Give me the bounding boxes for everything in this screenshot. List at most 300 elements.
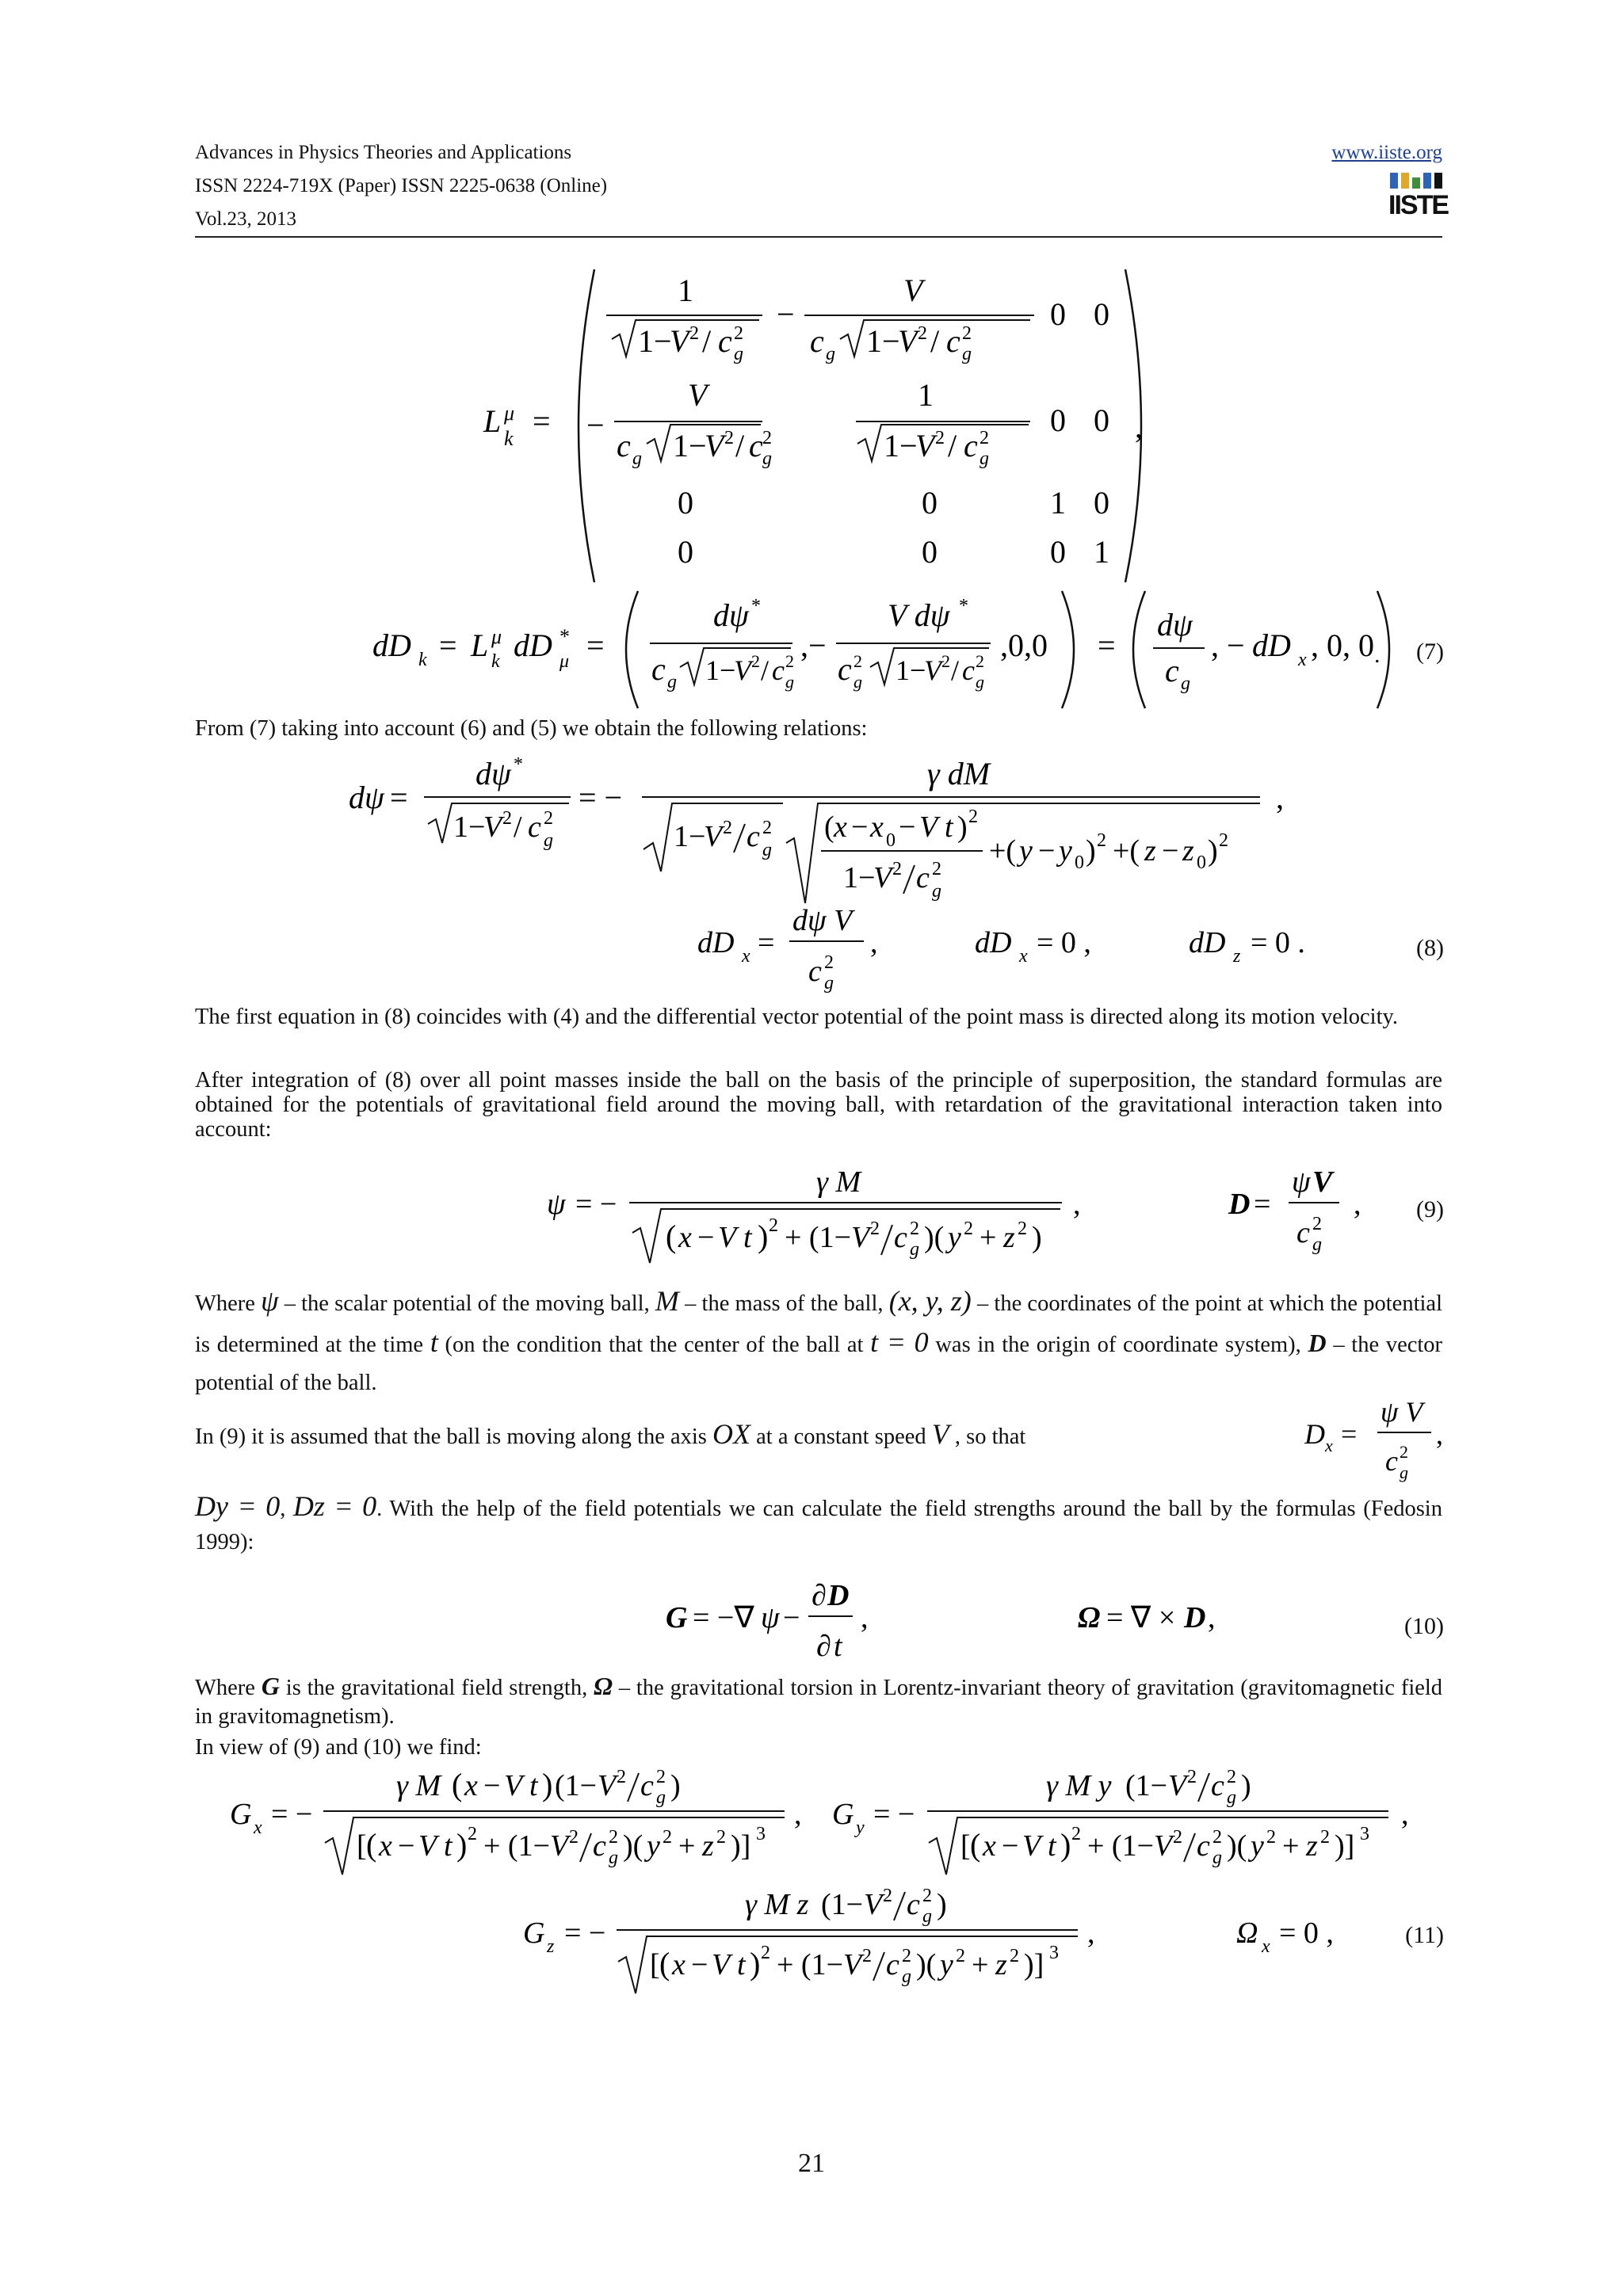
svg-text:+(: +( [1113,834,1140,868]
svg-text:)(: )( [1227,1829,1247,1863]
svg-text:2: 2 [656,1767,666,1787]
svg-text:2: 2 [1187,1767,1197,1787]
paragraph-first-equation: The first equation in (8) coincides with (4) and the differential vector potential of the point mass is directed along its motion velocity. [195,1005,1399,1029]
svg-text:x: x [379,1829,392,1863]
time-zero-symbol: t = 0 [870,1326,929,1358]
svg-text:c: c [772,654,785,686]
svg-text:2: 2 [1227,1767,1236,1787]
svg-text:=: = [1098,627,1116,663]
svg-text:,: , [1354,1188,1361,1221]
svg-text:dD: dD [1189,926,1226,959]
svg-text:c: c [1165,653,1179,688]
paragraph-field-strengths: Dy = 0, Dz = 0. With the help of the field potentials we can calculate the field strengths around the ball by the formulas (Fedosin 1999): [195,1490,1442,1554]
svg-text:y: y [940,1948,953,1981]
svg-text:V: V [1312,1165,1333,1199]
svg-text:(: ( [970,1827,981,1863]
svg-text:x: x [1298,650,1307,670]
svg-text:*: * [959,596,968,616]
svg-text:k: k [504,427,514,450]
equation-number-9: (9) [1416,1196,1444,1222]
svg-text:1−: 1− [705,654,736,686]
svg-text:c: c [528,810,541,844]
svg-text:2: 2 [689,323,699,344]
logo-bar-5 [1434,173,1442,189]
svg-text:V: V [483,810,502,844]
svg-text:μ: μ [491,625,502,648]
svg-text:c: c [1197,1829,1210,1863]
svg-text:c: c [651,651,666,687]
svg-text:dD: dD [372,627,411,663]
svg-text:/: / [761,654,769,686]
svg-text:0: 0 [678,534,693,570]
svg-text:0: 0 [1050,296,1066,332]
svg-text:g: g [1212,1848,1222,1868]
svg-text:1−: 1− [674,820,706,853]
equation-8-dD [697,903,1331,1006]
svg-text:(1−: (1− [1125,1769,1168,1802]
svg-text:G: G [832,1798,854,1831]
svg-text:−: − [586,407,605,443]
svg-text:V: V [705,428,724,463]
svg-text:γ M: γ M [396,1769,441,1802]
svg-text:dψ: dψ [713,597,749,633]
svg-text:0: 0 [1094,402,1109,438]
svg-text:dψ V: dψ V [792,904,853,937]
svg-text:2: 2 [1071,1824,1081,1844]
svg-text:V: V [915,428,935,463]
p4-text-b: – the scalar potential of the moving ball, [284,1291,650,1316]
svg-text:V t: V t [1022,1829,1056,1863]
svg-text:)(: )( [924,1221,945,1254]
svg-text:)]: )] [731,1829,751,1863]
svg-text:, 0, 0: , 0, 0 [1311,627,1374,663]
svg-text:/: / [702,323,712,359]
svg-text:c: c [962,654,975,686]
svg-text:(1−: (1− [555,1769,598,1802]
svg-text:= −∇: = −∇ [693,1601,754,1634]
p4-text-e: (on the condition that the center of the ball at [445,1333,864,1357]
svg-text:g: g [667,672,677,692]
svg-text:D: D [1184,1601,1206,1634]
svg-text:2: 2 [544,808,553,829]
svg-text:dψ: dψ [475,756,511,791]
svg-text:G: G [230,1798,252,1831]
svg-text:γ M: γ M [816,1165,861,1199]
paragraph-intro-8: From (7) taking into account (6) and (5) we obtain the following relations: [195,716,868,741]
svg-text:2: 2 [870,1219,880,1239]
svg-text:0: 0 [1050,402,1066,438]
svg-text:G: G [666,1601,688,1634]
svg-text:2: 2 [1018,1219,1027,1239]
p4-text-c: – the mass of the ball, [685,1291,884,1316]
p4-text-f: was in the origin of coordinate system), [935,1333,1301,1357]
svg-text:∂: ∂ [816,1630,831,1663]
svg-text:−: − [1038,834,1056,868]
svg-text:1−: 1− [866,323,900,359]
svg-text:2: 2 [941,651,950,671]
svg-text:, −: , − [1211,627,1245,663]
svg-text:c: c [810,323,824,359]
svg-text:2: 2 [976,651,984,671]
svg-text:0: 0 [922,485,938,521]
svg-text:2: 2 [1173,1827,1182,1848]
svg-text:+ (1−: + (1− [777,1948,844,1981]
svg-text:V: V [688,377,708,413]
svg-text:c: c [749,428,763,463]
svg-text:V: V [1168,1769,1187,1802]
svg-text:): ) [1241,1769,1251,1802]
svg-text:V: V [843,1948,862,1981]
svg-text:−: − [1162,834,1179,868]
svg-text:1−: 1− [453,810,486,844]
svg-text:(: ( [659,1946,670,1981]
svg-text:2: 2 [956,1946,965,1966]
svg-text:1−: 1− [843,861,876,894]
Omega-symbol: Ω [594,1672,613,1700]
svg-text:(: ( [366,1827,377,1863]
website-link[interactable]: www.iiste.org [1331,142,1442,163]
svg-text:): ) [542,1767,553,1802]
svg-text:2: 2 [1219,830,1228,851]
svg-text:y: y [1019,834,1033,868]
svg-text:dD: dD [697,926,735,959]
svg-text:2: 2 [1400,1442,1408,1462]
svg-text:V: V [598,1769,617,1802]
equation-8-dpsi [349,748,1316,906]
svg-text:1−: 1− [896,654,926,686]
psi-symbol: ψ [261,1285,279,1317]
svg-text:γ M y: γ M y [1046,1769,1112,1802]
svg-text:=: = [758,926,775,959]
svg-text:=: = [1254,1188,1271,1221]
svg-text:2: 2 [769,1215,778,1236]
svg-text:c: c [838,651,852,687]
svg-text:0: 0 [1094,296,1109,332]
svg-text:c: c [886,1948,899,1981]
svg-text:2: 2 [918,323,927,344]
svg-text:+ (1−: + (1− [1087,1829,1155,1863]
svg-text:2: 2 [617,1767,626,1787]
svg-text:): ) [758,1219,769,1254]
svg-text:dD: dD [1252,627,1291,663]
svg-text:/: / [951,654,960,686]
svg-text:y: y [856,1817,865,1838]
svg-text:g: g [922,1906,932,1927]
svg-text:2: 2 [716,1827,726,1848]
svg-text:,: , [1401,1798,1409,1831]
logo-text: IISTE [1388,190,1449,220]
svg-text:1−: 1− [884,428,918,463]
svg-text:−: − [851,810,869,844]
svg-text:c: c [907,1888,920,1921]
equation-11-Gx-Gy [230,1767,1442,1886]
svg-text:2: 2 [1320,1827,1330,1848]
svg-text:2: 2 [892,859,902,879]
svg-text:g: g [976,672,984,692]
svg-text:g: g [962,344,972,364]
svg-text:(1−: (1− [821,1888,864,1921]
svg-text:−: − [783,1601,800,1634]
equation-10 [666,1577,1220,1672]
svg-text:): ) [1060,1827,1071,1863]
svg-text:z: z [1182,834,1194,868]
svg-text:=: = [533,403,551,439]
svg-text:x: x [1262,1936,1270,1957]
svg-text:2: 2 [922,1886,932,1906]
coordinates-symbol: (x, y, z) [888,1285,972,1317]
paragraph-integration: After integration of (8) over all point masses inside the ball on the basis of the principle of superposition, the standard formulas are obtained for the potentials of gravitational field around the moving ball, with retardation of the gravitational interaction taken into account: [195,1068,1442,1142]
svg-text:g: g [656,1787,666,1808]
svg-text:D: D [1228,1188,1251,1221]
equation-number-8: (8) [1416,935,1444,961]
svg-text:= −: = − [579,780,623,815]
svg-text:+: + [678,1829,696,1863]
svg-text:/: / [514,810,522,844]
svg-text:x: x [672,1948,685,1981]
svg-text:−: − [398,1829,415,1863]
svg-text:+ (1−: + (1− [785,1221,852,1254]
svg-text:2: 2 [964,1219,973,1239]
svg-text:dψ: dψ [349,780,384,815]
svg-text:dD: dD [975,926,1012,959]
svg-text:(: ( [824,810,834,844]
svg-text:γ dM: γ dM [927,756,991,791]
svg-text:g: g [826,344,835,364]
svg-text:): ) [937,1888,947,1921]
svg-text:D: D [1304,1418,1325,1450]
svg-text:2: 2 [932,859,941,879]
svg-text:g: g [980,448,989,469]
svg-text:,−: ,− [800,627,827,663]
svg-text:0: 0 [678,485,693,521]
p5-text-c: , so that [954,1425,1026,1449]
p5-text-a: In (9) it is assumed that the ball is moving along the axis [195,1425,707,1449]
svg-text:z: z [547,1936,555,1957]
svg-text:1: 1 [678,273,693,308]
svg-text:= −: = − [873,1798,915,1831]
p7-text-a: Where [195,1676,255,1700]
issn-line: ISSN 2224-719X (Paper) ISSN 2225-0638 (Online) [195,175,608,196]
svg-text:): ) [1208,834,1218,868]
svg-text:2: 2 [724,428,734,448]
svg-text:): ) [750,1946,761,1981]
svg-text:): ) [1086,834,1096,868]
svg-text:g: g [544,830,553,851]
svg-text:g: g [609,1848,618,1868]
p7-text-b: is the gravitational field strength, [285,1676,588,1700]
svg-text:1: 1 [1094,534,1109,570]
svg-text:): ) [1032,1221,1042,1254]
svg-text:g: g [910,1239,919,1260]
svg-text:L: L [483,403,502,439]
svg-text:/: / [735,428,745,463]
svg-text:V: V [924,654,941,686]
svg-text:D: D [827,1579,850,1612]
svg-text:ψ: ψ [547,1188,566,1221]
logo-bar-2 [1401,173,1409,189]
svg-text:2: 2 [762,428,772,448]
svg-text:,: , [1208,1601,1216,1634]
svg-text:V: V [851,1221,870,1254]
svg-text:z: z [1144,834,1156,868]
svg-text:3: 3 [1049,1943,1059,1963]
svg-text:ψ: ψ [761,1601,780,1634]
svg-text:2: 2 [968,807,978,827]
svg-text:+: + [980,1221,997,1254]
paragraph-where-psi [195,1282,1442,1402]
svg-text:2: 2 [723,818,732,838]
svg-text:= 0 ,: = 0 , [1037,926,1091,959]
svg-text:G: G [523,1917,545,1950]
svg-text:g: g [734,344,743,364]
svg-text:2: 2 [1097,830,1106,851]
svg-text:= −: = − [575,1188,617,1221]
svg-text:*: * [559,625,570,648]
svg-text:2: 2 [1212,1827,1222,1848]
vector-potential-symbol: D [1308,1329,1327,1357]
svg-text:c: c [894,1221,907,1254]
svg-text:,: , [870,926,878,959]
svg-text:2: 2 [1312,1214,1322,1234]
svg-text:= 0 ,: = 0 , [1279,1917,1334,1950]
svg-text:V t: V t [418,1829,453,1863]
svg-text:g: g [785,672,794,692]
svg-text:y: y [647,1829,660,1863]
svg-text:1: 1 [918,377,934,413]
svg-text:g: g [762,448,772,469]
svg-text:2: 2 [785,651,794,671]
svg-text:k: k [418,650,427,670]
svg-text:): ) [456,1827,468,1863]
svg-text:1: 1 [1050,485,1066,521]
svg-text:=: = [1341,1418,1358,1450]
svg-text:V: V [864,1888,883,1921]
p5-text-b: at a constant speed [756,1425,926,1449]
svg-text:g: g [854,672,862,692]
svg-text:2: 2 [761,1943,770,1963]
svg-text:2: 2 [910,1219,919,1239]
mass-symbol: M [655,1285,679,1317]
svg-text:=: = [390,780,408,815]
svg-text:V t: V t [919,810,953,844]
svg-text:,: , [1276,780,1284,815]
journal-title: Advances in Physics Theories and Applications [195,142,572,163]
svg-text:g: g [1181,673,1190,694]
svg-text:−: − [777,296,795,332]
svg-text:x: x [678,1221,692,1254]
svg-text:V t: V t [504,1769,538,1802]
svg-text:y: y [1059,834,1072,868]
svg-text:g: g [824,973,834,994]
svg-text:2: 2 [1010,1946,1019,1966]
svg-text:x: x [254,1817,262,1838]
axis-symbol: OX [712,1418,751,1450]
svg-text:=: = [586,627,605,663]
time-symbol: t [430,1326,438,1358]
svg-text:2: 2 [935,428,945,448]
header-rule [195,236,1442,238]
svg-text:V: V [1154,1829,1173,1863]
svg-text:): ) [670,1769,681,1802]
svg-text:c: c [808,955,822,988]
svg-text:2: 2 [862,1946,872,1966]
svg-text:3: 3 [756,1824,766,1844]
svg-text:2: 2 [962,323,972,344]
svg-text:2: 2 [824,952,834,973]
svg-text:)(: )( [623,1829,643,1863]
svg-text:y: y [948,1221,961,1254]
svg-text:c: c [964,428,978,463]
svg-text:dψ: dψ [1157,607,1193,643]
svg-text:): ) [957,810,968,844]
svg-text:,: , [1135,409,1143,444]
svg-text:−: − [1002,1829,1019,1863]
svg-text:c: c [593,1829,606,1863]
svg-text:V: V [670,323,689,359]
svg-text:*: * [514,754,523,775]
p7-text-c: – the gravitational torsion in Lorentz-invariant theory of gravitation (gravitomagnetic field in gravitomagnetism). [195,1676,1443,1729]
svg-text:−: − [697,1221,715,1254]
svg-text:,: , [1087,1917,1095,1950]
svg-text:L: L [471,627,489,663]
svg-text:c: c [1211,1769,1224,1802]
svg-text:g: g [1227,1787,1236,1808]
logo-bar-3 [1412,177,1420,189]
svg-text:(: ( [666,1219,677,1254]
svg-text:ψ: ψ [1292,1165,1311,1199]
svg-text:2: 2 [1266,1827,1276,1848]
svg-text:V t: V t [712,1948,746,1981]
svg-text:0: 0 [922,534,938,570]
svg-text:z: z [1306,1829,1318,1863]
p4-text-d: – the coordinates of the point at which the potential is determined at the time [195,1291,1442,1357]
svg-text:z: z [1233,946,1241,967]
svg-text:∂: ∂ [812,1579,827,1612]
inline-Dx-formula [1304,1396,1447,1491]
logo-bar-4 [1423,173,1431,189]
equation-7 [372,586,1403,713]
svg-text:+: + [1282,1829,1300,1863]
svg-text:)]: )] [1335,1829,1355,1863]
svg-text:(: ( [452,1767,463,1802]
equation-number-11: (11) [1405,1922,1444,1948]
svg-text:V: V [734,654,751,686]
svg-text:V: V [550,1829,569,1863]
svg-text:= −: = − [564,1917,606,1950]
svg-text:Ω: Ω [1078,1601,1101,1634]
svg-text:−: − [483,1769,501,1802]
svg-text:,: , [861,1601,869,1634]
svg-text:c: c [946,323,960,359]
svg-text:Ω: Ω [1236,1917,1258,1950]
svg-text:,: , [1073,1188,1081,1221]
svg-text:x: x [1325,1436,1333,1455]
svg-text:[: [ [357,1829,367,1863]
svg-text:g: g [1312,1234,1322,1255]
svg-text:+ (1−: + (1− [483,1829,551,1863]
equation-number-7: (7) [1416,639,1444,665]
svg-text:ψ V: ψ V [1381,1396,1423,1428]
svg-text:)]: )] [1024,1948,1044,1981]
svg-text:x: x [464,1769,478,1802]
svg-text:[: [ [960,1829,971,1863]
svg-text:2: 2 [854,651,862,671]
svg-text:[: [ [650,1948,660,1981]
equation-number-10: (10) [1404,1613,1444,1639]
iiste-logo [1388,171,1449,228]
svg-text:V: V [898,323,918,359]
svg-text:γ M z: γ M z [745,1888,809,1921]
